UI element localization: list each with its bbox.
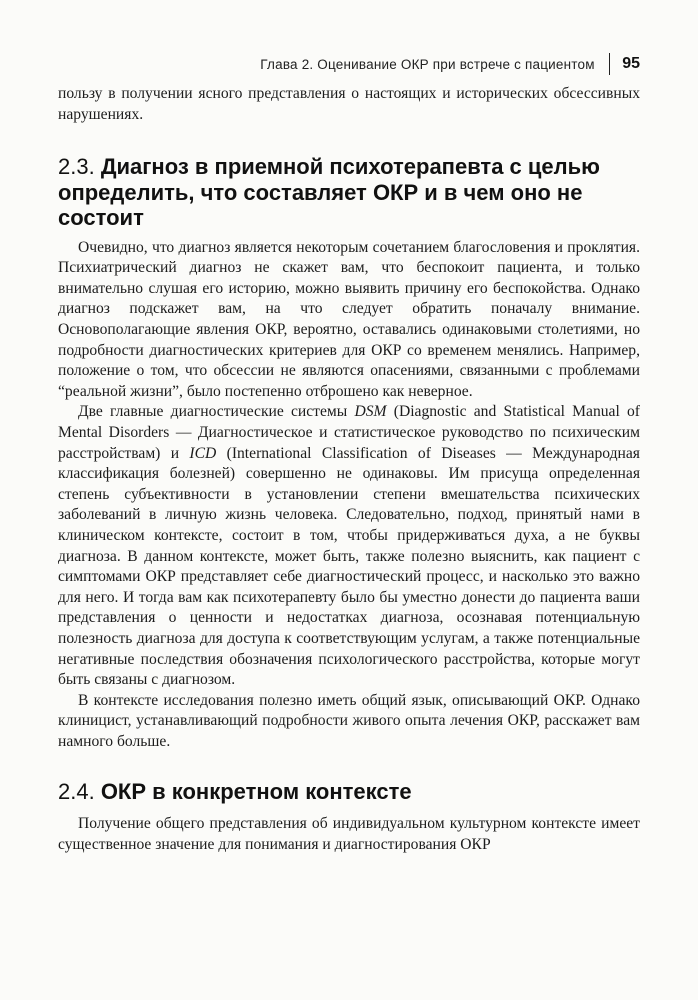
section-heading-2-3: [58, 154, 640, 231]
text-run: Две главные диагностические системы: [78, 403, 355, 421]
running-title: Глава 2. Оценивание ОКР при встрече с пациентом: [260, 56, 595, 72]
text-run: (Diagnostic and Statistical Manual of Mental Disorders — Диагностическое и статистическое руководство по психическим расстройствам) и: [58, 403, 640, 462]
page-body: [58, 84, 640, 855]
intro-paragraph: пользу в получении ясного представления о настоящих и исторических обсессивных нарушениях.: [58, 85, 640, 123]
paragraph-diagnostic-systems: [58, 402, 640, 690]
header-divider: [609, 53, 611, 75]
paragraph-cultural-context: Получение общего представления об индивидуальном культурном контексте имеет существенное значение для понимания и диагностирования ОКР: [58, 815, 640, 853]
section-title: Диагноз в приемной психотерапевта с целью определить, что составляет ОКР и в чем оно не состоит: [58, 154, 600, 231]
paragraph-diagnosis: Очевидно, что диагноз является некоторым сочетанием благословения и проклятия. Психиатрический диагноз не скажет вам, что беспокоит пациента, и только внимательно слушая его историю, можно выявить причину его беспокойства. Однако диагноз подскажет вам, на что следует обратить поначалу внимание. Основополагающие явления ОКР, вероятно, оставались одинаковыми столетиями, но подробности диагностических критериев для ОКР со временем менялись. Например, положение о том, что обсессии не являются опасениями, связанными с проблемами “реальной жизни”, было постепенно отброшено как неверное.: [58, 238, 640, 400]
paragraph-research-context: В контексте исследования полезно иметь общий язык, описывающий ОКР. Однако клиницист, устанавливающий подробности живого опыта лечения ОКР, расскажет вам намного больше.: [58, 691, 640, 750]
dsm-abbrev: DSM: [354, 403, 387, 421]
section-heading-2-4: [58, 779, 640, 805]
icd-abbrev: ICD: [189, 444, 217, 462]
section-number: 2.4.: [58, 778, 101, 804]
page-number: 95: [622, 55, 640, 72]
running-header: [58, 52, 640, 76]
section-number: 2.3.: [58, 154, 101, 180]
text-run: (International Classification of Diseases — Международная классификация болезней) совершенно не одинаковы. Им присуща определенная степень субъективности в установлении степени вмешательства психических заболеваний в личную жизнь человека. Следовательно, подход, принятый нами в клиническом контексте, состоит в том, чтобы придерживаться духа, а не буквы диагноза. В данном контексте, может быть, также полезно выяснить, как пациент с симптомами ОКР представляет себе диагностический процесс, и насколько это важно для него. И тогда вам как психотерапевту было бы уместно донести до пациента ваши представления о ценности и недостатках диагноза, осознавая потенциальную полезность диагноза для доступа к соответствующим услугам, а также потенциальные негативные последствия обозначения психологического расстройства, которые могут быть связаны с диагнозом.: [58, 444, 640, 689]
section-title: ОКР в конкретном контексте: [100, 778, 412, 804]
